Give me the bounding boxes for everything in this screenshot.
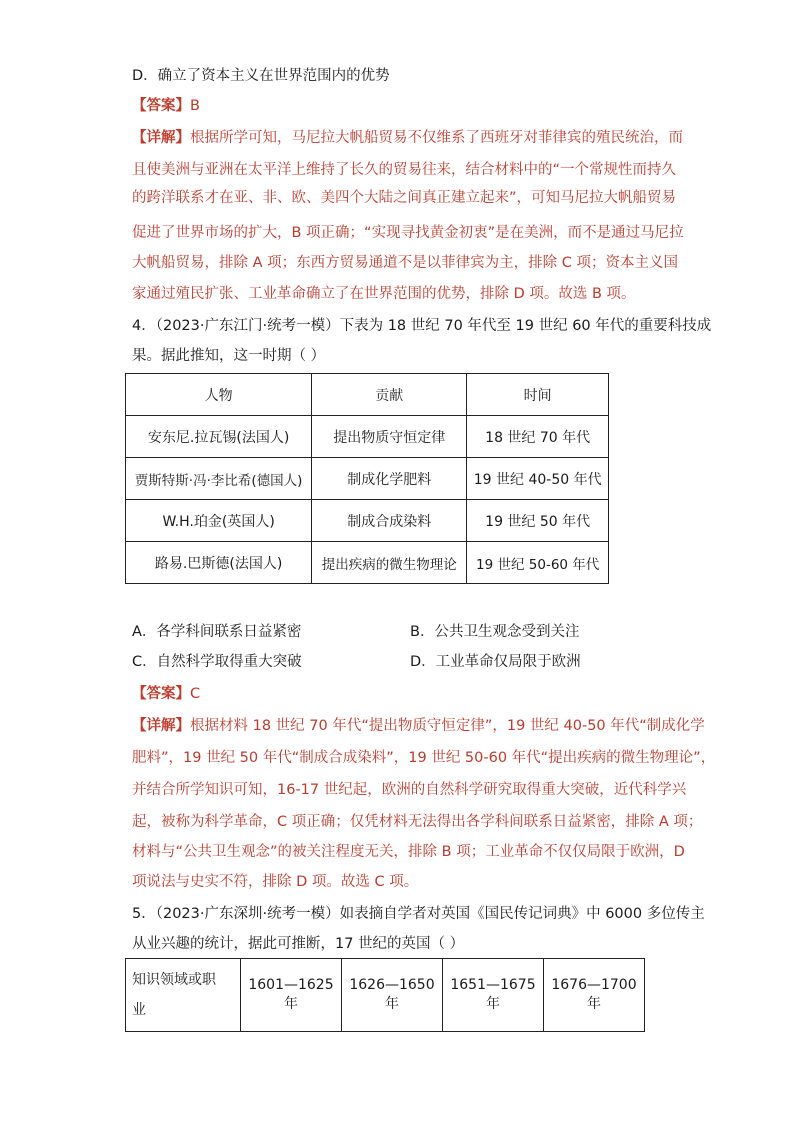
q5-stem-line: 5．（2023·广东深圳·统考一模）如表摘自学者对英国《国民传记词典》中 6000 多位传主 [132, 906, 705, 922]
answer-value: B [190, 98, 200, 114]
q4-answer [132, 684, 200, 704]
q4-option-b: B．公共卫生观念受到关注 [410, 624, 580, 640]
table-cell: 路易.巴斯德(法国人) [126, 542, 312, 584]
table-row [126, 542, 609, 584]
q3-option-d: D．确立了资本主义在世界范围内的优势 [132, 68, 390, 84]
q3-detail-line: 家通过殖民扩张、工业革命确立了在世界范围的优势，排除 D 项。故选 B 项。 [132, 286, 636, 302]
table-cell: 提出疾病的微生物理论 [312, 542, 467, 584]
q4-stem-line: 果。据此推知，这一时期（ ） [132, 348, 326, 364]
table-cell: 19 世纪 50 年代 [467, 500, 609, 542]
answer-tag: 【答案】 [132, 686, 190, 702]
table-cell: 19 世纪 40-50 年代 [467, 458, 609, 500]
q4-option-c: C．自然科学取得重大突破 [132, 654, 302, 670]
q3-detail-line: 大帆船贸易，排除 A 项；东西方贸易通道不是以菲律宾为主，排除 C 项；资本主义国 [132, 255, 678, 271]
table-header-cell: 时间 [467, 374, 609, 416]
table-header-row [126, 374, 609, 416]
table-header-cell: 1676—1700 年 [544, 959, 645, 1032]
table-header-cell: 1651—1675 年 [443, 959, 544, 1032]
table-header-cell: 贡献 [312, 374, 467, 416]
answer-value: C [190, 686, 201, 702]
table-row [126, 500, 609, 542]
q3-detail-line: 【详解】根据所学可知，马尼拉大帆船贸易不仅维系了西班牙对菲律宾的殖民统治，而 [132, 130, 683, 146]
q4-detail-line: 【详解】根据材料 18 世纪 70 年代“提出物质守恒定律”，19 世纪 40-50 年代“制成化学 [132, 718, 705, 734]
table-cell: 制成合成染料 [312, 500, 467, 542]
table-cell: 安东尼.拉瓦锡(法国人) [126, 416, 312, 458]
q4-detail-line: 材料与“公共卫生观念”的被关注程度无关，排除 B 项；工业革命不仅仅局限于欧洲，D [132, 844, 685, 860]
q4-detail-line: 肥料”，19 世纪 50 年代“制成合成染料”，19 世纪 50-60 年代“提出疾病的微生物理论”， [132, 750, 716, 766]
detail-tag: 【详解】 [132, 718, 190, 734]
answer-tag: 【答案】 [132, 98, 190, 114]
q3-answer [132, 96, 200, 116]
table-row [126, 416, 609, 458]
q4-option-a: A．各学科间联系日益紧密 [132, 624, 302, 640]
table-header-cell: 知识领域或职 业 [126, 959, 241, 1032]
table-cell: W.H.珀金(英国人) [126, 500, 312, 542]
table-header-cell: 1626—1650 年 [342, 959, 443, 1032]
table-row [126, 458, 609, 500]
q3-detail-line: 且使美洲与亚洲在太平洋上维持了长久的贸易往来，结合材料中的“一个常规性而持久 [132, 162, 677, 178]
q4-option-d: D．工业革命仅局限于欧洲 [410, 654, 581, 670]
q4-table [125, 373, 609, 584]
q4-detail-line: 并结合所学知识可知，16-17 世纪起，欧洲的自然科学研究取得重大突破，近代科学兴 [132, 782, 687, 798]
q5-table [125, 958, 645, 1032]
q4-detail-line: 起，被称为科学革命，C 项正确；仅凭材料无法得出各学科间联系日益紧密，排除 A 项； [132, 814, 703, 830]
table-cell: 19 世纪 50-60 年代 [467, 542, 609, 584]
table-cell: 制成化学肥料 [312, 458, 467, 500]
table-cell: 18 世纪 70 年代 [467, 416, 609, 458]
q5-stem-line: 从业兴趣的统计，据此可推断，17 世纪的英国（ ） [132, 936, 465, 952]
table-header-row [126, 959, 645, 1032]
detail-tag: 【详解】 [132, 130, 190, 146]
table-cell: 提出物质守恒定律 [312, 416, 467, 458]
q3-detail-line: 促进了世界市场的扩大，B 项正确；“实现寻找黄金初衷”是在美洲，而不是通过马尼拉 [132, 225, 684, 241]
table-cell: 贾斯特斯·冯·李比希(德国人) [126, 458, 312, 500]
table-header-cell: 人物 [126, 374, 312, 416]
q4-stem-line: 4．（2023·广东江门·统考一模）下表为 18 世纪 70 年代至 19 世纪 60 年代的重要科技成 [132, 318, 712, 334]
q4-detail-line: 项说法与史实不符，排除 D 项。故选 C 项。 [132, 874, 419, 890]
q3-detail-line: 的跨洋联系才在亚、非、欧、美四个大陆之间真正建立起来”，可知马尼拉大帆船贸易 [132, 190, 677, 206]
table-header-cell: 1601—1625 年 [241, 959, 342, 1032]
